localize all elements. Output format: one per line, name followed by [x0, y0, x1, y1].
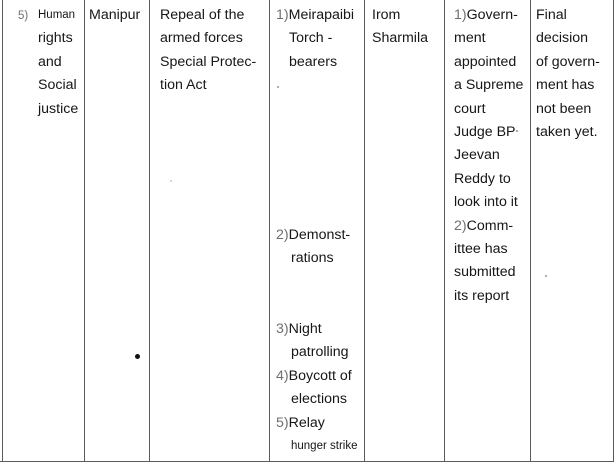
column-divider: [364, 0, 365, 462]
result-line: of govern-: [536, 53, 600, 70]
scan-speck: [545, 275, 547, 277]
response-line: submitted: [454, 264, 516, 281]
issue-line: Repeal of the: [160, 7, 245, 23]
result-line: decision: [536, 30, 589, 47]
table-border-right: [613, 0, 614, 462]
methods-cell-3: [276, 318, 357, 458]
response-text: Comm-: [466, 217, 514, 234]
result-cell: [536, 4, 600, 144]
state-text: Manipur: [89, 7, 141, 23]
response-line: court: [454, 100, 486, 117]
column-divider: [269, 0, 270, 462]
scan-speck: [516, 130, 518, 132]
response-line: appointed: [454, 53, 517, 70]
method-number: 4): [276, 367, 289, 384]
response-line: Jeevan: [454, 147, 500, 164]
scan-speck: [170, 180, 172, 182]
method-number: 2): [276, 227, 289, 243]
method-line: rations: [291, 250, 334, 267]
method-5: [276, 412, 357, 435]
column-divider: [149, 0, 150, 462]
response-number: 1): [454, 7, 467, 23]
response-line: a Supreme: [454, 77, 524, 94]
result-line: ment has: [536, 77, 595, 94]
issue-line: tion Act: [160, 77, 207, 94]
scan-speck: [277, 86, 279, 88]
state-cell: [89, 4, 140, 27]
method-4: [276, 365, 357, 388]
method-2: [276, 224, 350, 247]
method-line: Torch -: [289, 30, 333, 47]
result-line: taken yet.: [536, 124, 598, 141]
table-border-bottom: [0, 461, 614, 462]
response-line: Judge BP: [454, 124, 516, 141]
issue-cell: [160, 4, 256, 98]
column-divider: [444, 0, 445, 462]
response-1: [454, 4, 523, 27]
issue-line: Special Protec-: [160, 53, 257, 70]
sr-no: 5): [18, 10, 29, 22]
method-number: 1): [276, 7, 289, 23]
issue-line: armed forces: [160, 30, 243, 47]
area-cell: [38, 4, 78, 121]
area-line: Social: [38, 77, 77, 94]
area-line: and: [38, 53, 62, 70]
methods-cell-2: [276, 224, 350, 271]
column-divider: [530, 0, 531, 462]
result-line: Final: [536, 7, 567, 23]
response-line: ment: [454, 30, 486, 47]
method-text: Boycott of: [288, 367, 352, 384]
method-3: [276, 318, 357, 341]
method-line: bearers: [289, 53, 338, 70]
leader-cell: [372, 4, 428, 51]
table-border-left: [2, 0, 3, 462]
sr-no-cell: [18, 4, 28, 28]
response-line: Reddy to: [454, 170, 511, 187]
methods-cell: [276, 4, 354, 74]
method-text: Night: [288, 321, 322, 337]
method-text: Meirapaibi: [288, 7, 355, 23]
response-2: [454, 215, 523, 238]
response-line: look into it: [454, 194, 518, 211]
column-divider: [84, 0, 85, 462]
response-number: 2): [454, 217, 467, 234]
method-number: 3): [276, 321, 289, 337]
response-line: ittee has: [454, 241, 508, 258]
method-line: elections: [291, 391, 347, 408]
area-line: rights: [38, 30, 73, 47]
ink-dot: [135, 354, 140, 359]
method-text: Relay: [288, 414, 325, 431]
method-1: [276, 4, 354, 27]
response-line: its report: [454, 287, 510, 304]
response-cell: [454, 4, 523, 308]
method-text: Demonst-: [288, 227, 351, 243]
leader-line: Sharmila: [372, 30, 428, 47]
area-line: Human: [38, 9, 76, 21]
result-line: not been: [536, 100, 592, 117]
area-line: justice: [38, 100, 79, 117]
method-line: hunger strike: [291, 440, 358, 453]
response-text: Govern-: [466, 7, 518, 23]
leader-line: Irom: [372, 7, 401, 23]
method-number: 5): [276, 414, 289, 431]
method-line: patrolling: [291, 344, 349, 361]
